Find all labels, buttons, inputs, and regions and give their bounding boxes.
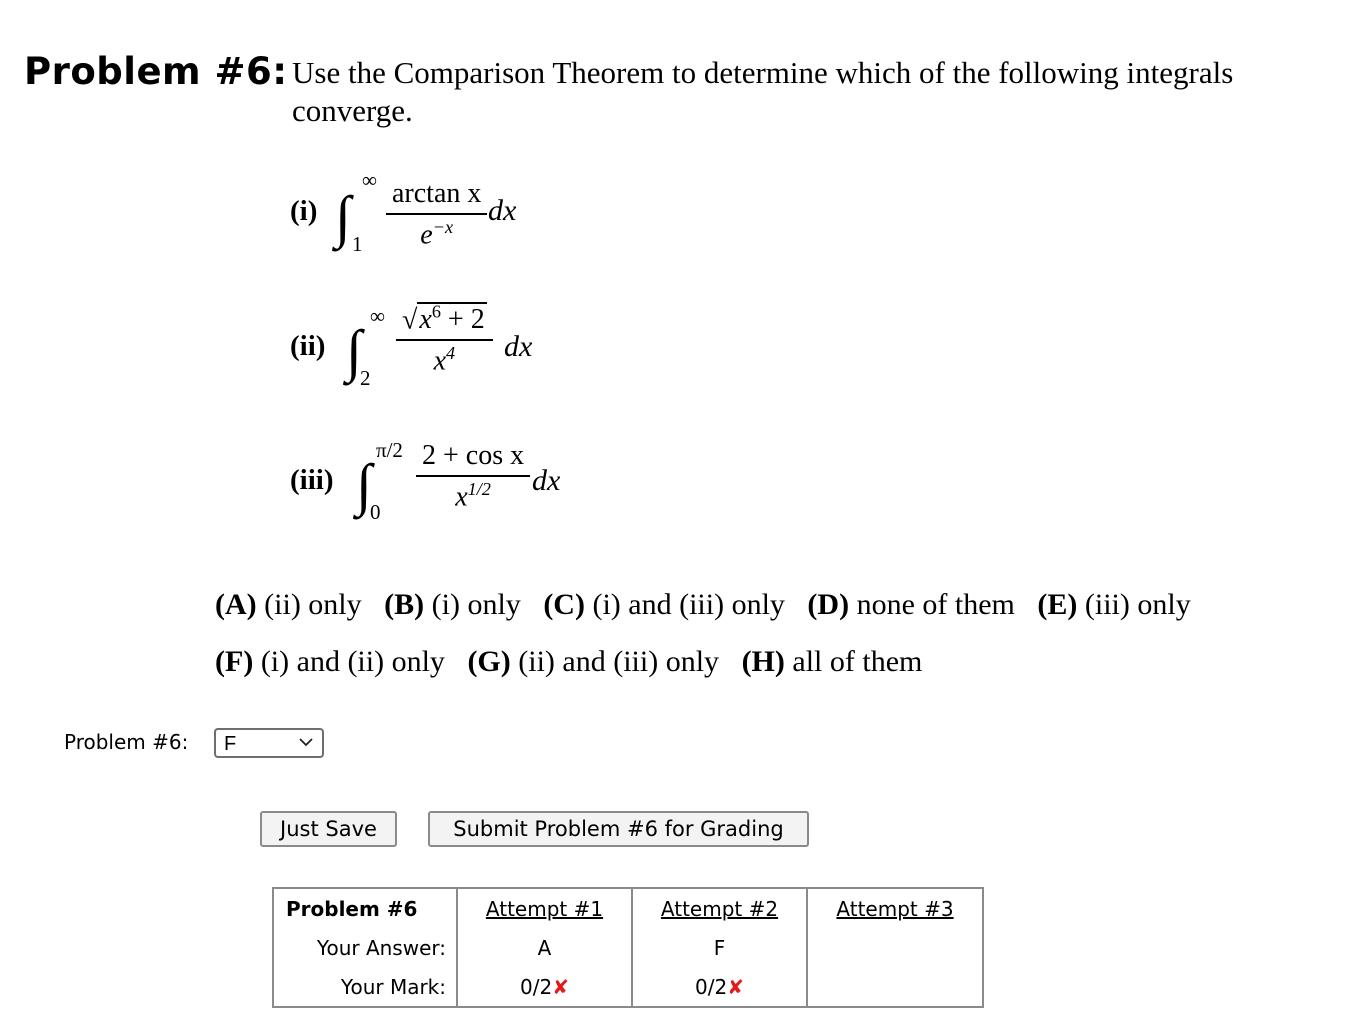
integral-i-upper: ∞ bbox=[362, 168, 377, 192]
den-base: x bbox=[455, 481, 468, 513]
attempts-header: Problem #6 bbox=[286, 896, 418, 921]
integral-iii-lower: 0 bbox=[370, 500, 381, 524]
integral-sign: ∫ bbox=[346, 318, 362, 383]
integral-i-lower: 1 bbox=[352, 232, 363, 256]
num-exponent: 6 bbox=[431, 302, 441, 322]
choice-f bbox=[215, 645, 445, 678]
answer-choices bbox=[215, 576, 1365, 690]
problem-statement-line2: converge. bbox=[292, 93, 413, 128]
attempt-3-answer bbox=[807, 928, 983, 967]
attempt-2-mark bbox=[632, 967, 807, 1007]
numerator-text: arctan x bbox=[392, 178, 482, 209]
choice-letter: (F) bbox=[215, 645, 254, 678]
choice-text: (i) and (iii) only bbox=[592, 588, 785, 621]
choice-text: (i) only bbox=[431, 588, 521, 621]
your-answer-label: Your Answer: bbox=[316, 935, 446, 960]
choice-text: (iii) only bbox=[1084, 588, 1191, 621]
submit-for-grading-button[interactable]: Submit Problem #6 for Grading bbox=[428, 811, 809, 847]
integral-ii-label: (ii) bbox=[290, 330, 326, 362]
attempt-1-header bbox=[457, 888, 632, 928]
wrong-x-icon: ✘ bbox=[552, 974, 569, 999]
attempt-3-mark bbox=[807, 967, 983, 1007]
den-base: x bbox=[433, 345, 447, 377]
table-row bbox=[273, 928, 983, 967]
integral-sign: ∫ bbox=[356, 452, 372, 517]
choice-letter: (B) bbox=[384, 588, 425, 621]
choice-text: (i) and (ii) only bbox=[260, 645, 445, 678]
choice-g bbox=[467, 645, 719, 678]
choice-letter: (C) bbox=[543, 588, 585, 621]
choice-b bbox=[384, 588, 521, 621]
mark-value: 0/2 bbox=[695, 974, 728, 999]
integral-iii-upper: π/2 bbox=[376, 438, 403, 462]
sqrt-icon: √ bbox=[402, 304, 418, 336]
num-rest: + 2 bbox=[440, 304, 485, 336]
problem-title: Problem #6: bbox=[24, 50, 288, 93]
choice-a bbox=[215, 588, 362, 621]
choice-c bbox=[543, 588, 785, 621]
choice-text: none of them bbox=[856, 588, 1015, 621]
attempt-2-link[interactable]: Attempt #2 bbox=[660, 896, 779, 921]
choice-letter: (G) bbox=[467, 645, 511, 678]
integral-iii-numerator bbox=[416, 440, 530, 477]
attempts-table bbox=[272, 887, 984, 1008]
mark-value: 0/2 bbox=[520, 974, 553, 999]
integral-iii-fraction bbox=[416, 440, 530, 513]
integral-iii-label: (iii) bbox=[290, 464, 334, 496]
choice-text: all of them bbox=[792, 645, 923, 678]
integral-ii-denominator bbox=[396, 341, 493, 377]
choice-letter: (A) bbox=[215, 588, 257, 621]
answer-select[interactable] bbox=[214, 728, 324, 758]
integral-ii-dx: dx bbox=[504, 330, 533, 363]
integral-iii-denominator bbox=[416, 477, 530, 513]
answer-select-value: F bbox=[224, 733, 237, 755]
den-exponent: 4 bbox=[446, 343, 456, 364]
choice-h bbox=[742, 645, 923, 678]
attempt-1-mark bbox=[457, 967, 632, 1007]
attempt-1-link[interactable]: Attempt #1 bbox=[485, 896, 604, 921]
choices-row-1 bbox=[215, 576, 1365, 633]
integral-i-dx: dx bbox=[488, 194, 517, 227]
integral-ii bbox=[290, 300, 570, 395]
choice-letter: (D) bbox=[807, 588, 850, 621]
integral-i-fraction bbox=[386, 178, 487, 251]
just-save-button[interactable]: Just Save bbox=[260, 811, 397, 847]
choice-text: (ii) only bbox=[264, 588, 362, 621]
attempt-3-header bbox=[807, 888, 983, 928]
choices-row-2 bbox=[215, 633, 1365, 690]
table-row bbox=[273, 888, 983, 928]
wrong-x-icon: ✘ bbox=[727, 974, 744, 999]
den-exponent: −x bbox=[432, 217, 454, 237]
choice-text: (ii) and (iii) only bbox=[518, 645, 720, 678]
num-base: x bbox=[419, 304, 432, 336]
integral-i bbox=[290, 170, 550, 260]
attempt-2-header bbox=[632, 888, 807, 928]
den-base: e bbox=[420, 219, 433, 251]
integral-ii-lower: 2 bbox=[360, 366, 371, 390]
choice-letter: (H) bbox=[741, 645, 785, 678]
choice-e bbox=[1037, 588, 1190, 621]
integral-i-label: (i) bbox=[290, 195, 318, 227]
integral-iii bbox=[290, 436, 590, 531]
integral-ii-fraction bbox=[396, 302, 493, 378]
your-mark-label: Your Mark: bbox=[340, 974, 446, 999]
radicand bbox=[417, 302, 486, 335]
choice-letter: (E) bbox=[1037, 588, 1078, 621]
choice-d bbox=[807, 588, 1014, 621]
integral-ii-upper: ∞ bbox=[370, 304, 385, 328]
numerator-text: 2 + cos x bbox=[422, 440, 525, 471]
integral-i-denominator bbox=[386, 215, 487, 251]
integral-iii-dx: dx bbox=[532, 464, 561, 497]
attempt-1-answer: A bbox=[457, 928, 632, 967]
chevron-down-icon bbox=[298, 734, 314, 750]
attempt-2-answer: F bbox=[632, 928, 807, 967]
problem-statement-line1: Use the Comparison Theorem to determine which of the following integrals bbox=[292, 55, 1234, 90]
den-exponent: 1/2 bbox=[467, 479, 491, 499]
attempt-3-link[interactable]: Attempt #3 bbox=[836, 896, 954, 921]
integral-sign: ∫ bbox=[335, 184, 351, 249]
answer-label: Problem #6: bbox=[64, 730, 189, 754]
table-row bbox=[273, 967, 983, 1007]
integral-ii-numerator bbox=[396, 302, 493, 341]
integral-i-numerator bbox=[386, 178, 487, 215]
